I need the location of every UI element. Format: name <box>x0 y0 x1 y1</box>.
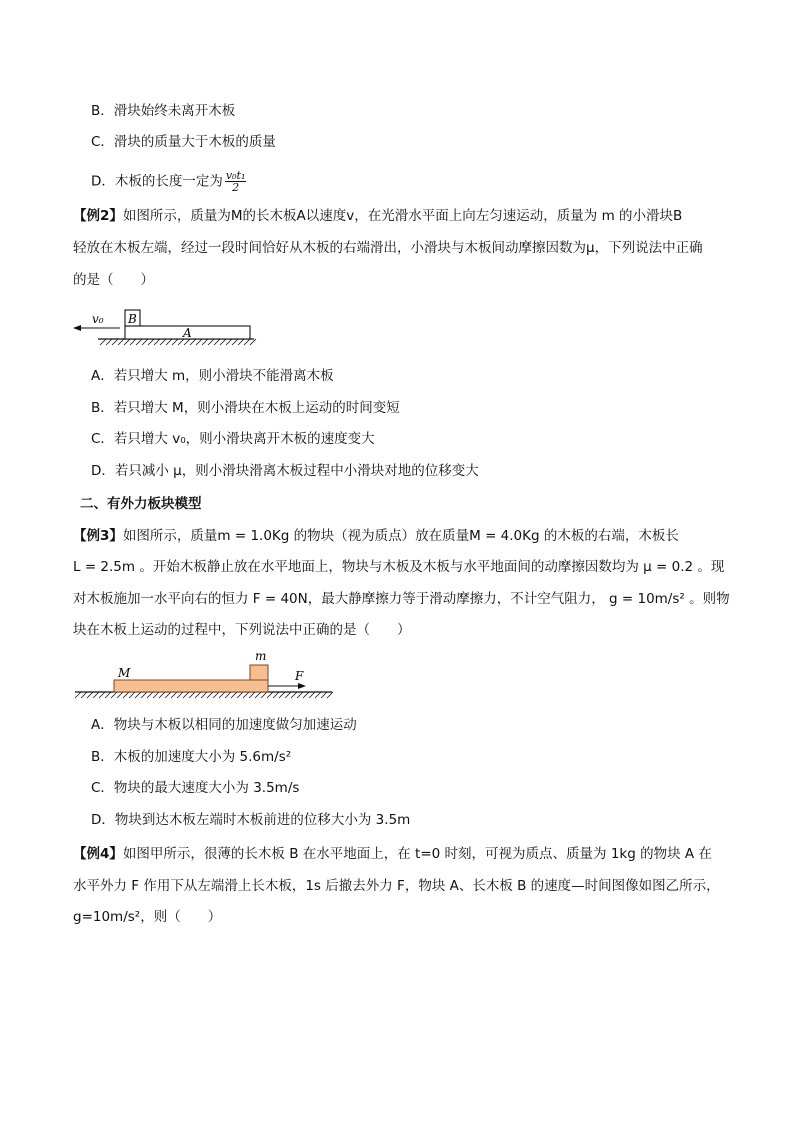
ex4-line-1: 【例4】如图甲所示，很薄的长木板 B 在水平地面上，在 t=0 时刻，可视为质点、质量为 1kg 的物块 A 在 <box>73 846 712 862</box>
block-m-label: m <box>255 649 267 663</box>
ex2-option-b: B．若只增大 M，则小滑块在木板上运动的时间变短 <box>91 400 400 416</box>
ex3-line-1: 【例3】如图所示，质量m = 1.0Kg 的物块（视为质点）放在质量M = 4.0Kg 的木板的右端，木板长 <box>73 528 679 544</box>
ex3-option-c: C．物块的最大速度大小为 3.5m/s <box>91 780 300 796</box>
arrow-head-right-icon <box>298 683 306 689</box>
ex3-option-d: D．物块到达木板左端时木板前进的位移大小为 3.5m <box>91 812 411 828</box>
ex2-line-1: 【例2】如图所示，质量为M的长木板A以速度v，在光滑水平面上向左匀速运动，质量为 m 的小滑块B <box>73 208 683 224</box>
ex4-line-3: g=10m/s²，则（ ） <box>73 909 222 925</box>
ex3-label: 【例3】 <box>73 528 123 544</box>
ex3-line-3: 对木板施加一水平向右的恒力 F = 40N，最大静摩擦力等于滑动摩擦力，不计空气阻力， g = 10m/s² 。则物 <box>73 591 730 607</box>
section-title: 二、有外力板块模型 <box>80 496 202 512</box>
ex3-figure <box>70 645 340 705</box>
board-m <box>114 680 268 692</box>
ex3-option-a: A．物块与木板以相同的加速度做匀加速运动 <box>91 717 357 733</box>
ex2-line-2: 轻放在木板左端，经过一段时间恰好从木板的右端滑出，小滑块与木板间动摩擦因数为μ，下列说法中正确 <box>73 240 703 256</box>
velocity-label: v₀ <box>92 312 104 326</box>
ex2-figure <box>70 305 270 350</box>
ex2-option-a: A．若只增大 m，则小滑块不能滑离木板 <box>91 368 334 384</box>
ground-hatching <box>75 692 333 698</box>
ex3-line-2: L = 2.5m 。开始木板静止放在水平地面上，物块与木板及木板与水平地面间的动摩擦因数均为 μ = 0.2 。现 <box>73 559 725 575</box>
ex3-line-4: 块在木板上运动的过程中，下列说法中正确的是（ ） <box>73 622 411 638</box>
ex4-line-2: 水平外力 F 作用下从左端滑上长木板，1s 后撤去外力 F，物块 A、长木板 B 的速度—时间图像如图乙所示， <box>73 878 720 894</box>
ex1-option-c: C．滑块的质量大于木板的质量 <box>91 134 276 150</box>
board-m-label: M <box>118 666 131 680</box>
ex1-option-d <box>91 170 246 193</box>
ex3-option-b: B．木板的加速度大小为 5.6m/s² <box>91 749 292 765</box>
ex2-option-c: C．若只增大 v₀，则小滑块离开木板的速度变大 <box>91 431 375 447</box>
ex4-label: 【例4】 <box>73 846 123 862</box>
block-m <box>250 665 268 680</box>
ex2-option-d: D．若只减小 μ，则小滑块滑离木板过程中小滑块对地的位移变大 <box>91 463 479 479</box>
ground-hatching <box>100 339 256 345</box>
ex1-option-b: B．滑块始终未离开木板 <box>91 103 236 119</box>
force-label: F <box>295 669 304 683</box>
fraction-v0t1-over-2: $\frac{\text{v₀t₁}}{2}$ <box>225 169 246 194</box>
ex2-label: 【例2】 <box>73 208 123 224</box>
board-a-label: A <box>183 326 192 340</box>
block-b-label: B <box>128 312 137 326</box>
arrow-head-left-icon <box>73 325 81 331</box>
ex1-option-d-text: D．木板的长度一定为 <box>91 173 223 190</box>
ex2-line-3: 的是（ ） <box>73 272 154 288</box>
